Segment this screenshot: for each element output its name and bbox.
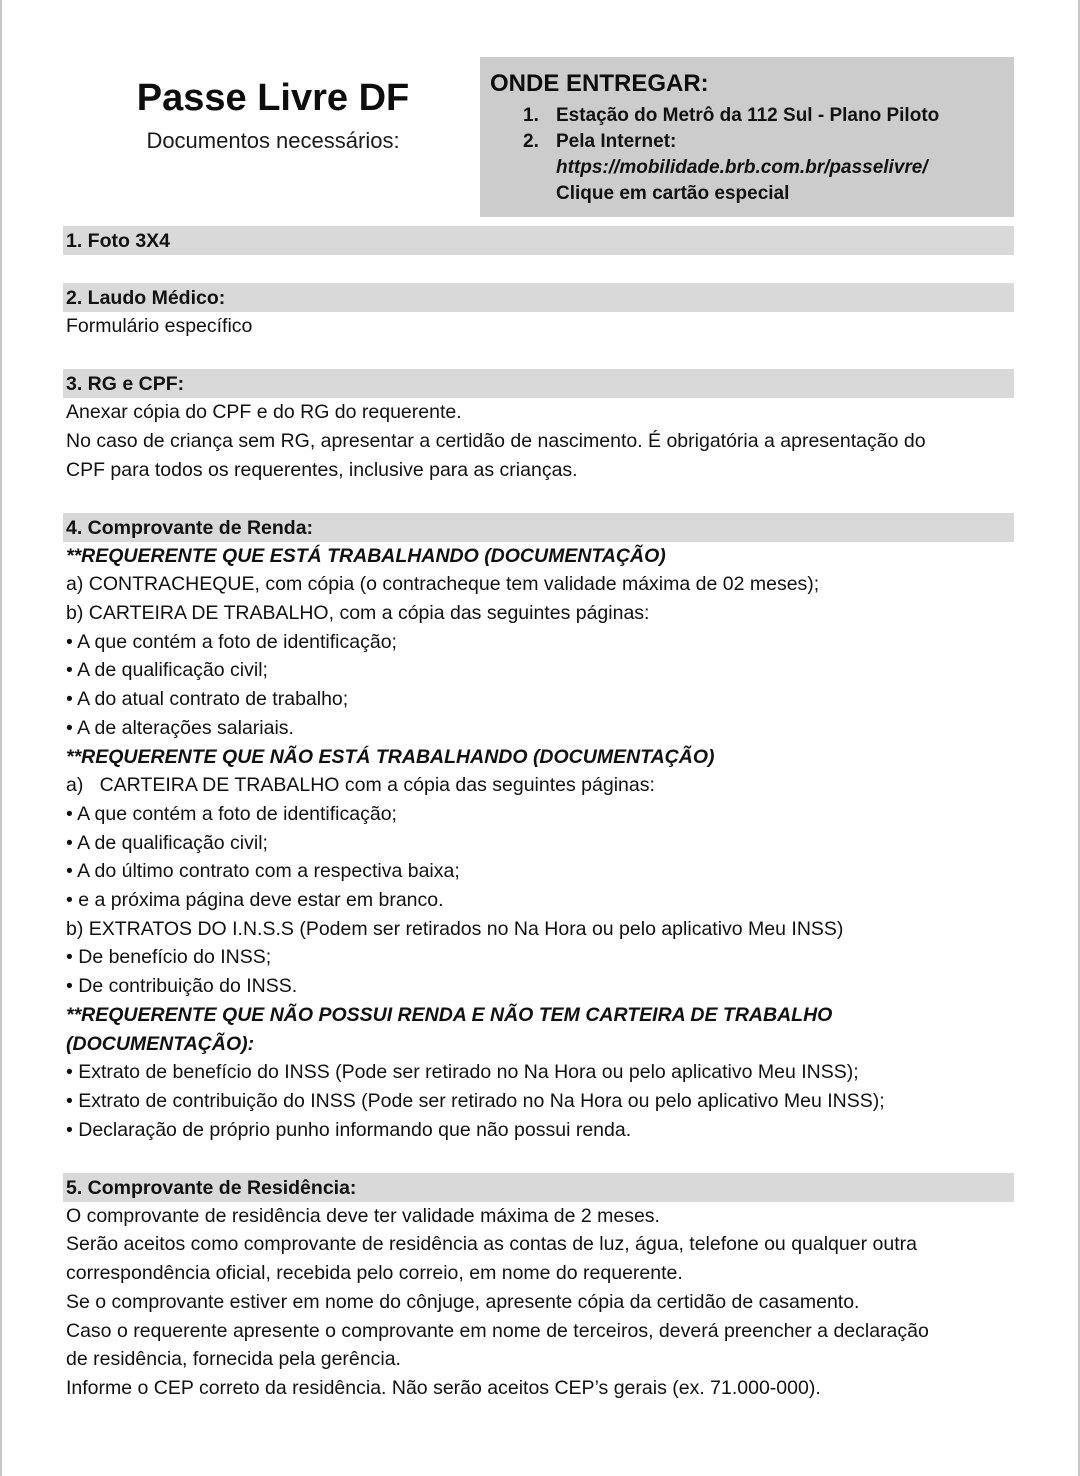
spacer — [63, 484, 1014, 513]
where-to-deliver-title: ONDE ENTREGAR: — [490, 70, 709, 97]
deliver-item-number: 1. — [523, 105, 539, 126]
subsection-title-sem-renda-cont: (DOCUMENTAÇÃO): — [66, 1032, 255, 1055]
section-header-renda: 4. Comprovante de Renda: — [63, 513, 1014, 542]
residencia-line: Informe o CEP correto da residência. Não serão aceitos CEP’s gerais (ex. 71.000-000). — [66, 1376, 821, 1399]
deliver-url-link[interactable]: https://mobilidade.brb.com.br/passelivre/ — [556, 157, 928, 178]
deliver-item-internet — [490, 129, 1004, 155]
renda-bullet: • De benefício do INSS; — [66, 946, 272, 969]
deliver-item-label: Estação do Metrô da 112 Sul - Plano Piloto — [556, 105, 940, 126]
page-title: Passe Livre DF — [136, 77, 410, 119]
subsection-title-sem-renda: **REQUERENTE QUE NÃO POSSUI RENDA E NÃO TEM CARTEIRA DE TRABALHO — [66, 1003, 833, 1026]
where-to-deliver-list — [490, 103, 1004, 207]
document-content — [63, 226, 1014, 1403]
subsection-title-trabalhando: **REQUERENTE QUE ESTÁ TRABALHANDO (DOCUMENTAÇÃO) — [66, 544, 666, 567]
spacer — [63, 341, 1014, 370]
residencia-line: O comprovante de residência deve ter validade máxima de 2 meses. — [66, 1204, 660, 1227]
renda-bullet: • Extrato de contribuição do INSS (Pode ser retirado no Na Hora ou pelo aplicativo Meu INSS); — [66, 1089, 885, 1112]
renda-bullet: • A que contém a foto de identificação; — [66, 630, 397, 653]
renda-bullet: • e a próxima página deve estar em branco. — [66, 889, 444, 912]
deliver-item-number: 2. — [523, 131, 539, 152]
renda-bullet: • A de alterações salariais. — [66, 716, 294, 739]
residencia-line: de residência, fornecida pela gerência. — [66, 1348, 401, 1371]
renda-line: a) CARTEIRA DE TRABALHO com a cópia das seguintes páginas: — [66, 774, 655, 797]
renda-line: b) CARTEIRA DE TRABALHO, com a cópia das seguintes páginas: — [66, 602, 650, 625]
renda-bullet: • A de qualificação civil; — [66, 659, 268, 682]
deliver-item-metro — [490, 103, 1004, 129]
residencia-line: Se o comprovante estiver em nome do cônjuge, apresente cópia da certidão de casamento. — [66, 1290, 860, 1313]
renda-line: b) EXTRATOS DO I.N.S.S (Podem ser retirados no Na Hora ou pelo aplicativo Meu INSS) — [66, 917, 844, 940]
title-block — [100, 74, 446, 158]
rg-cpf-line: Anexar cópia do CPF e do RG do requerente. — [66, 401, 462, 424]
residencia-line: correspondência oficial, recebida pelo correio, em nome do requerente. — [66, 1262, 683, 1285]
renda-bullet: • Extrato de benefício do INSS (Pode ser retirado no Na Hora ou pelo aplicativo Meu INSS); — [66, 1061, 859, 1084]
renda-line: a) CONTRACHEQUE, com cópia (o contracheque tem validade máxima de 02 meses); — [66, 573, 820, 596]
renda-bullet: • A do último contrato com a respectiva baixa; — [66, 860, 460, 883]
renda-bullet: • De contribuição do INSS. — [66, 975, 298, 998]
section-header-foto: 1. Foto 3X4 — [63, 226, 1014, 255]
section-header-residencia: 5. Comprovante de Residência: — [63, 1173, 1014, 1202]
rg-cpf-line: No caso de criança sem RG, apresentar a certidão de nascimento. É obrigatória a apresentação do — [66, 429, 926, 452]
renda-bullet: • A do atual contrato de trabalho; — [66, 688, 349, 711]
rg-cpf-line: CPF para todos os requerentes, inclusive para as crianças. — [66, 458, 578, 481]
subsection-title-nao-trabalhando: **REQUERENTE QUE NÃO ESTÁ TRABALHANDO (DOCUMENTAÇÃO) — [66, 745, 715, 768]
residencia-line: Caso o requerente apresente o comprovante em nome de terceiros, deverá preencher a declaração — [66, 1319, 929, 1342]
section-header-rg-cpf: 3. RG e CPF: — [63, 369, 1014, 398]
renda-bullet: • Declaração de próprio punho informando que não possui renda. — [66, 1118, 632, 1141]
renda-bullet: • A de qualificação civil; — [66, 831, 268, 854]
page-border-left — [0, 0, 2, 1476]
renda-bullet: • A que contém a foto de identificação; — [66, 802, 397, 825]
laudo-line: Formulário específico — [66, 315, 253, 338]
where-to-deliver-box — [480, 57, 1014, 217]
deliver-item-label: Pela Internet: — [556, 131, 677, 152]
spacer — [63, 1144, 1014, 1173]
page-subtitle: Documentos necessários: — [146, 128, 400, 153]
section-header-laudo: 2. Laudo Médico: — [63, 283, 1014, 312]
residencia-line: Serão aceitos como comprovante de residência as contas de luz, água, telefone ou qualquer outra — [66, 1233, 917, 1256]
deliver-note: Clique em cartão especial — [556, 183, 790, 204]
spacer — [63, 255, 1014, 284]
